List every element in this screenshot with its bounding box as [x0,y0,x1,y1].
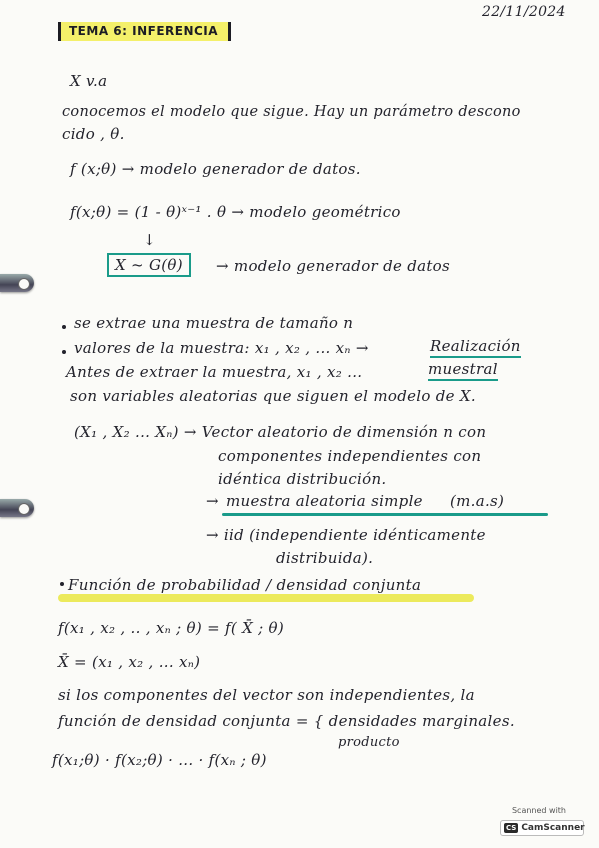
highlighted-term: muestra aleatoria simple [226,492,423,510]
text-line: componentes independientes con [218,447,482,465]
camscanner-logo-icon: CS [506,824,517,832]
watermark-brand-name: CamScanner [521,823,585,833]
text-line: → iid (independiente idénticamente [206,526,486,544]
highlighted-term: muestral [428,360,498,381]
text-line: (m.a.s) [450,492,505,510]
formula: X̄ = (x₁ , x₂ , ... xₙ) [58,653,201,671]
highlight-underline [58,594,474,602]
highlighted-term: Realización [430,337,521,358]
text-line: → modelo generador de datos [216,257,451,275]
watermark-brand [500,820,584,836]
formula: f(x;θ) = (1 - θ)ˣ⁻¹ . θ → modelo geométrico [70,203,401,221]
text-line: idéntica distribución. [218,470,387,488]
text-line: distribuida). [276,549,374,567]
text-line: si los componentes del vector son independientes, la [58,686,475,704]
bullet-icon [62,325,66,329]
boxed-formula: X ~ G(θ) [107,253,191,277]
text-line: producto [338,735,400,750]
text-line: son variables aleatorias que siguen el modelo de X. [70,387,476,405]
text-line: se extrae una muestra de tamaño n [74,314,354,332]
bullet-icon [62,350,66,354]
text-line: (X₁ , X₂ ... Xₙ) → Vector aleatorio de dimensión n con [74,423,487,441]
page-title: TEMA 6: INFERENCIA [58,22,231,41]
binder-ring [0,499,34,517]
teal-underline [222,513,548,516]
down-arrow-icon: ↓ [143,231,156,249]
bullet-icon [60,582,64,586]
text-line: valores de la muestra: x₁ , x₂ , ... xₙ → [74,339,369,357]
formula: f (x;θ) → modelo generador de datos. [70,160,361,178]
text-line: Antes de extraer la muestra, x₁ , x₂ ... [66,363,363,381]
binder-ring [0,274,34,292]
formula: f(x₁;θ) · f(x₂;θ) · ... · f(xₙ ; θ) [52,751,267,769]
arrow-icon: → [206,492,219,510]
text-line: cido , θ. [62,125,125,143]
text-line: función de densidad conjunta = { densidades marginales. [58,712,515,730]
scanner-watermark [494,806,584,840]
formula: f(x₁ , x₂ , .. , xₙ ; θ) = f( X̄ ; θ) [58,619,285,637]
text-line: conocemos el modelo que sigue. Hay un parámetro descono [62,104,521,120]
section-heading: Función de probabilidad / densidad conjunta [68,576,422,594]
text-line: X v.a [70,72,108,90]
watermark-label: Scanned with [511,806,567,815]
date: 22/11/2024 [482,4,566,20]
